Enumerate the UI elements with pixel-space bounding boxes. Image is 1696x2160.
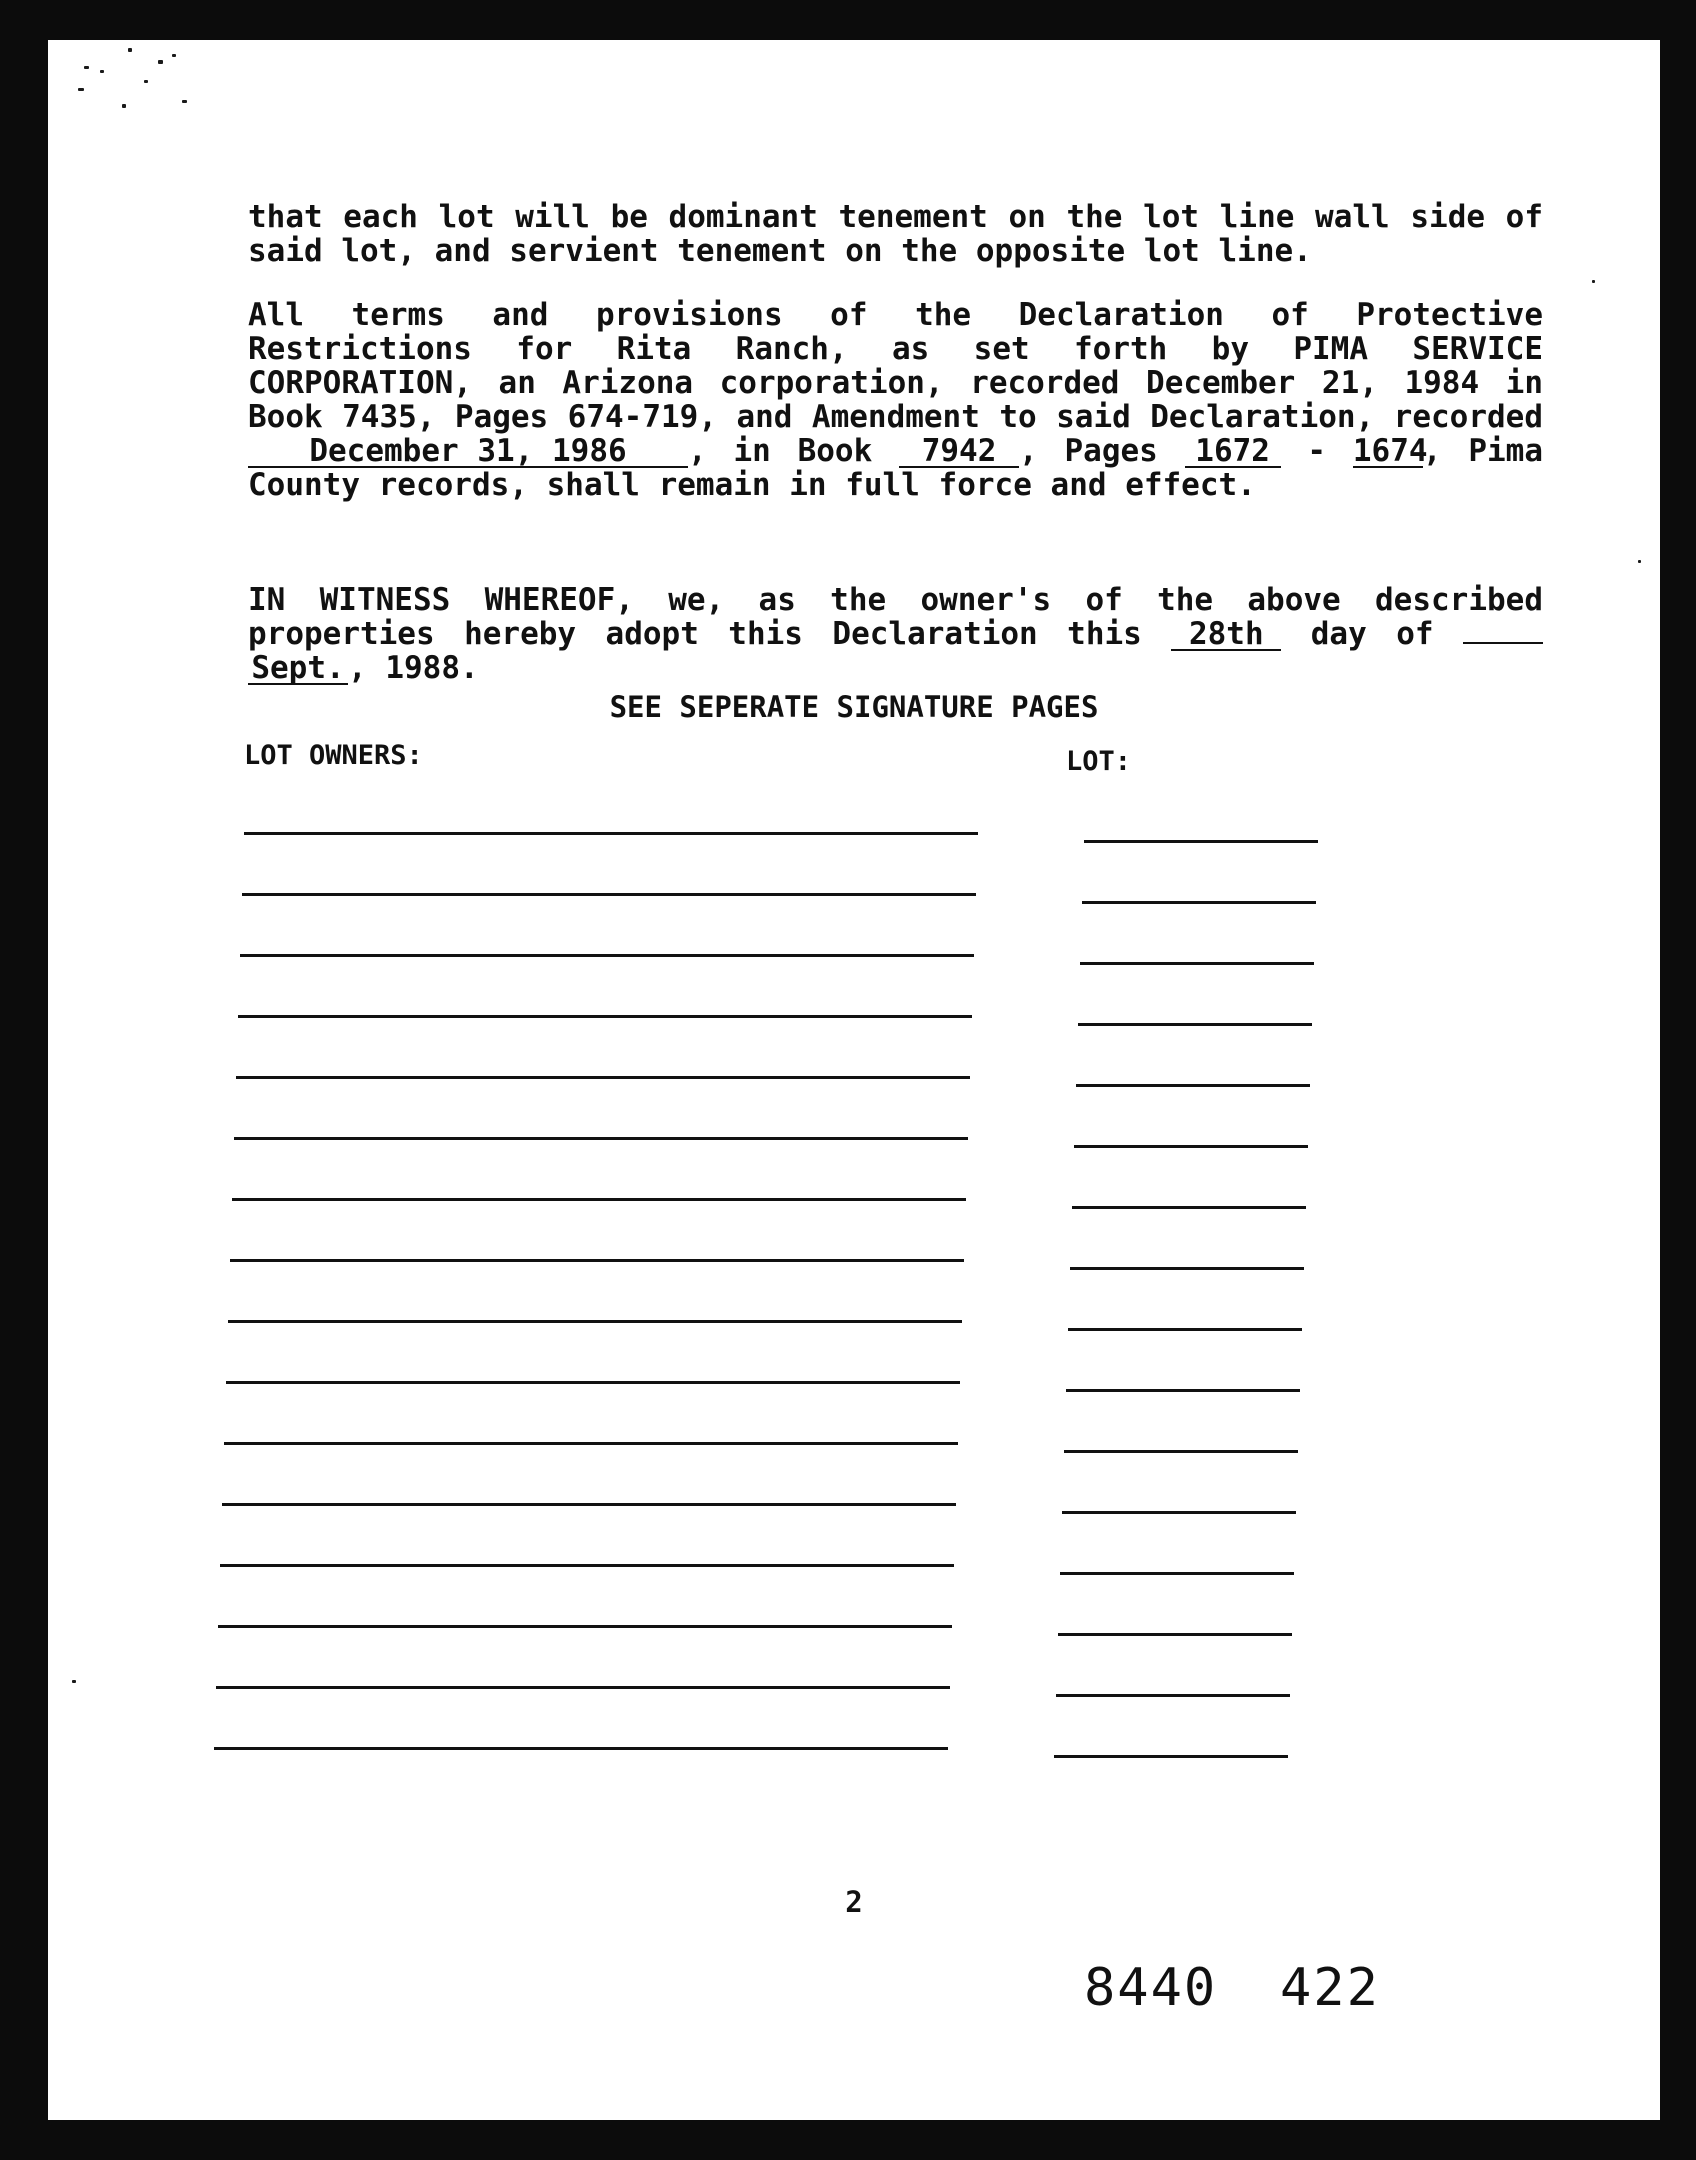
lot-number-line (1058, 1633, 1292, 1636)
lot-number-line (1084, 840, 1318, 843)
owner-signature-line (244, 832, 978, 835)
lot-number-line (1060, 1572, 1294, 1575)
owner-signature-line (236, 1076, 970, 1079)
restrictions-text-d: - (1280, 433, 1353, 469)
blank-field (1463, 642, 1543, 644)
owner-signature-line (232, 1198, 966, 1201)
page-start-field: 1672 (1185, 436, 1281, 468)
lot-number-line (1054, 1755, 1288, 1758)
witness-text-c: , 1988. (348, 650, 479, 686)
restrictions-text-b: , in Book (688, 433, 900, 469)
lot-number-line (1078, 1023, 1312, 1026)
recorded-date-field: December 31, 1986 (248, 436, 688, 468)
owner-signature-line (218, 1625, 952, 1628)
book-number-field: 7942 (899, 436, 1019, 468)
owner-signature-line (240, 954, 974, 957)
lot-number-line (1068, 1328, 1302, 1331)
day-field: 28th (1171, 619, 1281, 651)
lot-number-line (1080, 962, 1314, 965)
lot-number-line (1082, 901, 1316, 904)
paragraph-restrictions (248, 298, 1543, 502)
owner-signature-line (228, 1320, 962, 1323)
restrictions-text-a: All terms and provisions of the Declaration of Protective Restrictions for Rita Ranch, as set forth by PIMA SERVICE CORPORATION, an Arizona corporation, recorded December 21, 1984 in Book 7435, Pages 674-719, and Amendment to said Declaration, recorded (248, 297, 1543, 435)
lot-owners-label: LOT OWNERS: (244, 740, 423, 771)
restrictions-text-c: , Pages (1019, 433, 1185, 469)
owner-signature-line (216, 1686, 950, 1689)
owner-signature-line (224, 1442, 958, 1445)
owner-signature-line (214, 1747, 948, 1750)
lot-number-line (1064, 1450, 1298, 1453)
paragraph-easement-text: that each lot will be dominant tenement on the lot line wall side of said lot, and servient tenement on the opposite lot line. (248, 199, 1543, 269)
restrictions-text-e: , Pima County records, shall remain in full force and effect. (248, 433, 1544, 503)
paragraph-easement (248, 200, 1543, 268)
signature-pages-heading: SEE SEPERATE SIGNATURE PAGES (609, 690, 1099, 724)
month-field: Sept. (248, 653, 348, 685)
witness-text-a: IN WITNESS WHEREOF, we, as the owner's of the above described properties hereby adopt this Declaration this (248, 582, 1543, 652)
page-number: 2 (845, 1885, 863, 1919)
paragraph-witness (248, 583, 1543, 685)
document-page (48, 40, 1660, 2120)
recording-page-stamp: 422 (1280, 1958, 1380, 2018)
owner-signature-line (226, 1381, 960, 1384)
owner-signature-line (242, 893, 976, 896)
lot-number-line (1076, 1084, 1310, 1087)
page-end-field: 1674 (1352, 433, 1428, 469)
owner-signature-line (222, 1503, 956, 1506)
lot-number-line (1056, 1694, 1290, 1697)
owner-signature-line (230, 1259, 964, 1262)
recording-book-stamp: 8440 (1084, 1958, 1218, 2018)
lot-number-line (1062, 1511, 1296, 1514)
lot-number-line (1070, 1267, 1304, 1270)
lot-label: LOT: (1066, 746, 1132, 777)
lot-number-line (1074, 1145, 1308, 1148)
lot-number-line (1072, 1206, 1306, 1209)
owner-signature-line (234, 1137, 968, 1140)
owner-signature-line (238, 1015, 972, 1018)
owner-signature-line (220, 1564, 954, 1567)
witness-text-b: day of (1281, 616, 1463, 652)
lot-number-line (1066, 1389, 1300, 1392)
